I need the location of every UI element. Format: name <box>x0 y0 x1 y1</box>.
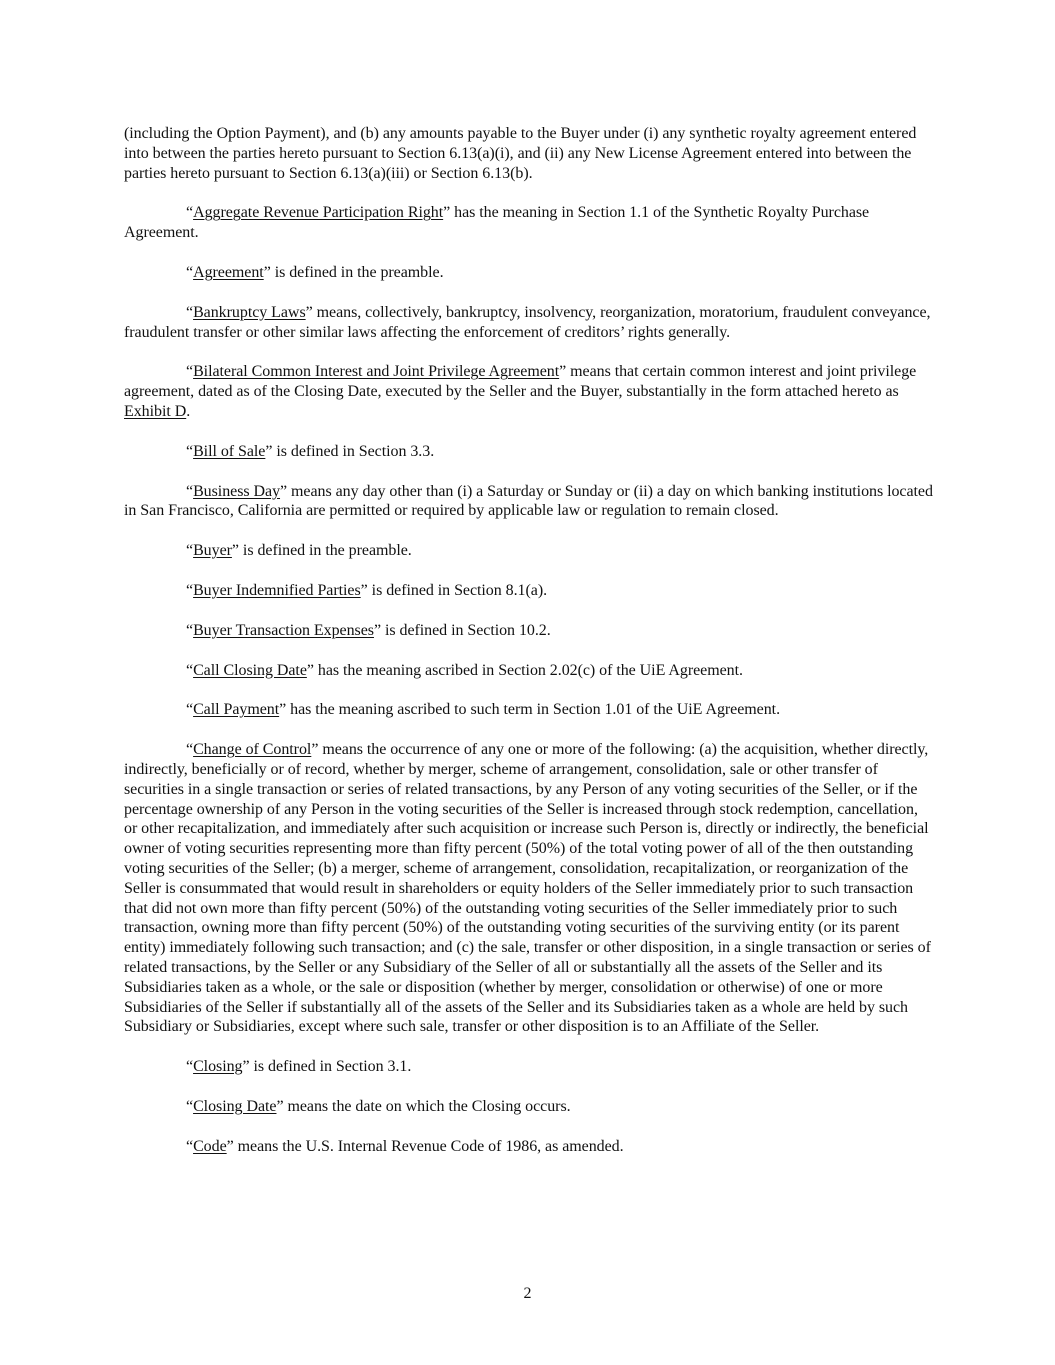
defined-term: Buyer Transaction Expenses <box>193 621 374 639</box>
definition-closing: “Closing” is defined in Section 3.1. <box>186 1058 412 1076</box>
definition-text: ” means the occurrence of any one or more of the following: (a) the acquisition, whether directly, indirectly, beneficially or of record, whether by merger, scheme of arrangement, consolidation, sale or other transfer of securities in a single transaction or series of related transactions, by any Person of any voting securities of the Seller, or if the percentage ownership of any Person in the voting securities of the Seller is increased through stock redemption, cancellation, or other recapitalization, and immediately after such acquisition or increase such Person is, directly or indirectly, the beneficial owner of voting securities representing more than fifty percent (50%) of the total voting power of all of the then outstanding voting securities of the Seller; (b) a merger, scheme of arrangement, consolidation, recapitalization, or reorganization of the Seller is consummated that would result in shareholders or equity holders of the Seller immediately prior to such transaction that did not own more than fifty percent (50%) of the outstanding voting securities of the Seller immediately prior to such transaction, owning more than fifty percent (50%) of the outstanding voting securities of the surviving entity (or its parent entity) immediately following such transaction; and (c) the sale, transfer or other disposition, in a single transaction or series of related transactions, by the Seller or any Subsidiary of the Seller of all or substantially all the assets of the Seller and its Subsidiaries taken as a whole, or the sale or disposition (whether by merger, consolidation or otherwise) of one or more Subsidiaries of the Seller if substantially all of the assets of the Seller and its Subsidiaries taken as a whole are held by such Subsidiary or Subsidiaries, except where such sale, transfer or other disposition is to an Affiliate of the Seller. <box>124 741 931 1036</box>
definition-text: ” is defined in Section 10.2. <box>373 621 551 639</box>
definition-bilateral-common-interest: “Bilateral Common Interest and Joint Privilege Agreement” means that certain common interest and joint privilege agreement, dated as of the Closing Date, executed by the Seller and the Buyer, substantially in the form attached hereto as Exhibit D. <box>124 363 917 420</box>
defined-term: Call Closing Date <box>193 661 307 679</box>
definition-text: ” has the meaning ascribed in Section 2.02(c) of the UiE Agreement. <box>306 661 743 679</box>
defined-term: Bilateral Common Interest and Joint Privilege Agreement <box>193 363 560 381</box>
definition-closing-date: “Closing Date” means the date on which the Closing occurs. <box>186 1097 571 1115</box>
defined-term: Agreement <box>193 263 264 281</box>
definition-call-closing-date: “Call Closing Date” has the meaning ascribed in Section 2.02(c) of the UiE Agreement. <box>186 661 743 679</box>
definition-call-payment: “Call Payment” has the meaning ascribed to such term in Section 1.01 of the UiE Agreement. <box>186 701 781 719</box>
definition-bill-of-sale: “Bill of Sale” is defined in Section 3.3. <box>186 442 435 460</box>
exhibit-reference: Exhibit D <box>124 402 187 420</box>
definition-bankruptcy-laws: “Bankruptcy Laws” means, collectively, bankruptcy, insolvency, reorganization, moratorium, fraudulent conveyance, fraudulent transfer or other similar laws affecting the enforcement of creditors’ rights generally. <box>124 303 931 341</box>
definition-text: ” is defined in the preamble. <box>263 263 444 281</box>
definition-agreement: “Agreement” is defined in the preamble. <box>186 263 444 281</box>
definition-text: ” means the U.S. Internal Revenue Code of 1986, as amended. <box>226 1137 624 1155</box>
definition-buyer-indemnified-parties: “Buyer Indemnified Parties” is defined in Section 8.1(a). <box>186 581 548 599</box>
page-number: 2 <box>523 1285 532 1302</box>
definition-text: ” means the date on which the Closing occurs. <box>276 1097 571 1115</box>
definition-text: ” is defined in Section 8.1(a). <box>360 581 548 599</box>
defined-term: Buyer <box>193 542 232 560</box>
defined-term: Aggregate Revenue Participation Right <box>193 204 444 222</box>
definition-business-day: “Business Day” means any day other than (i) a Saturday or Sunday or (ii) a day on which banking institutions located in San Francisco, California are permitted or required by applicable law or regulation to remain closed. <box>124 482 933 520</box>
intro-paragraph <box>124 124 934 183</box>
defined-term: Buyer Indemnified Parties <box>193 581 361 599</box>
definition-text: ” is defined in Section 3.3. <box>265 442 435 460</box>
defined-term: Closing Date <box>193 1097 277 1115</box>
definition-text: ” means, collectively, bankruptcy, insolvency, reorganization, moratorium, fraudulent conveyance, fraudulent transfer or other similar laws affecting the enforcement of creditors’ rights generally. <box>124 303 931 341</box>
defined-term: Change of Control <box>193 741 312 759</box>
definition-text: ” is defined in the preamble. <box>231 542 412 560</box>
defined-term: Bankruptcy Laws <box>193 303 306 321</box>
definition-aggregate-revenue-participation-right: “Aggregate Revenue Participation Right” has the meaning in Section 1.1 of the Synthetic Royalty Purchase Agreement. <box>124 204 870 242</box>
defined-term: Closing <box>193 1058 243 1076</box>
document-page <box>124 124 934 1176</box>
definition-code: “Code” means the U.S. Internal Revenue Code of 1986, as amended. <box>186 1137 624 1155</box>
definition-text: ” means any day other than (i) a Saturday or Sunday or (ii) a day on which banking institutions located in San Francisco, California are permitted or required by applicable law or regulation to remain closed. <box>124 482 933 520</box>
definition-change-of-control: “Change of Control” means the occurrence of any one or more of the following: (a) the acquisition, whether directly, indirectly, beneficially or of record, whether by merger, scheme of arrangement, consolidation, sale or other transfer of securities in a single transaction or series of related transactions, by any Person of any voting securities of the Seller, or if the percentage ownership of any Person in the voting securities of the Seller is increased through stock redemption, cancellation, or other recapitalization, and immediately after such acquisition or increase such Person is, directly or indirectly, the beneficial owner of voting securities representing more than fifty percent (50%) of the total voting power of all of the then outstanding voting securities of the Seller; (b) a merger, scheme of arrangement, consolidation, recapitalization, or reorganization of the Seller is consummated that would result in shareholders or equity holders of the Seller immediately prior to such transaction that did not own more than fifty percent (50%) of the outstanding voting securities of the Seller immediately prior to such transaction, owning more than fifty percent (50%) of the outstanding voting securities of the surviving entity (or its parent entity) immediately following such transaction; and (c) the sale, transfer or other disposition, in a single transaction or series of related transactions, by the Seller or any Subsidiary of the Seller of all or substantially all the assets of the Seller and its Subsidiaries taken as a whole, or the sale or disposition (whether by merger, consolidation or otherwise) of one or more Subsidiaries of the Seller if substantially all of the assets of the Seller and its Subsidiaries taken as a whole are held by such Subsidiary or Subsidiaries, except where such sale, transfer or other disposition is to an Affiliate of the Seller. <box>124 741 931 1036</box>
definition-text: ” has the meaning ascribed to such term in Section 1.01 of the UiE Agreement. <box>279 701 781 719</box>
definition-text: ” is defined in Section 3.1. <box>242 1058 412 1076</box>
definition-text: ” means that certain common interest and joint privilege agreement, dated as of the Closing Date, executed by the Seller and the Buyer, substantially in the form attached hereto as <box>124 363 917 401</box>
intro-text: (including the Option Payment), and (b) any amounts payable to the Buyer under (i) any synthetic royalty agreement entered into between the parties hereto pursuant to Section 6.13(a)(i), and (ii) any New License Agreement entered into between the parties hereto pursuant to Section 6.13(a)(iii) or Section 6.13(b). <box>124 125 917 182</box>
definition-buyer-transaction-expenses: “Buyer Transaction Expenses” is defined in Section 10.2. <box>186 621 551 639</box>
defined-term: Business Day <box>193 482 281 500</box>
defined-term: Call Payment <box>193 701 280 719</box>
defined-term: Bill of Sale <box>193 442 266 460</box>
defined-term: Code <box>193 1137 227 1155</box>
definition-text: ” has the meaning in Section 1.1 of the Synthetic Royalty Purchase Agreement. <box>124 204 870 242</box>
definition-buyer: “Buyer” is defined in the preamble. <box>186 542 412 560</box>
